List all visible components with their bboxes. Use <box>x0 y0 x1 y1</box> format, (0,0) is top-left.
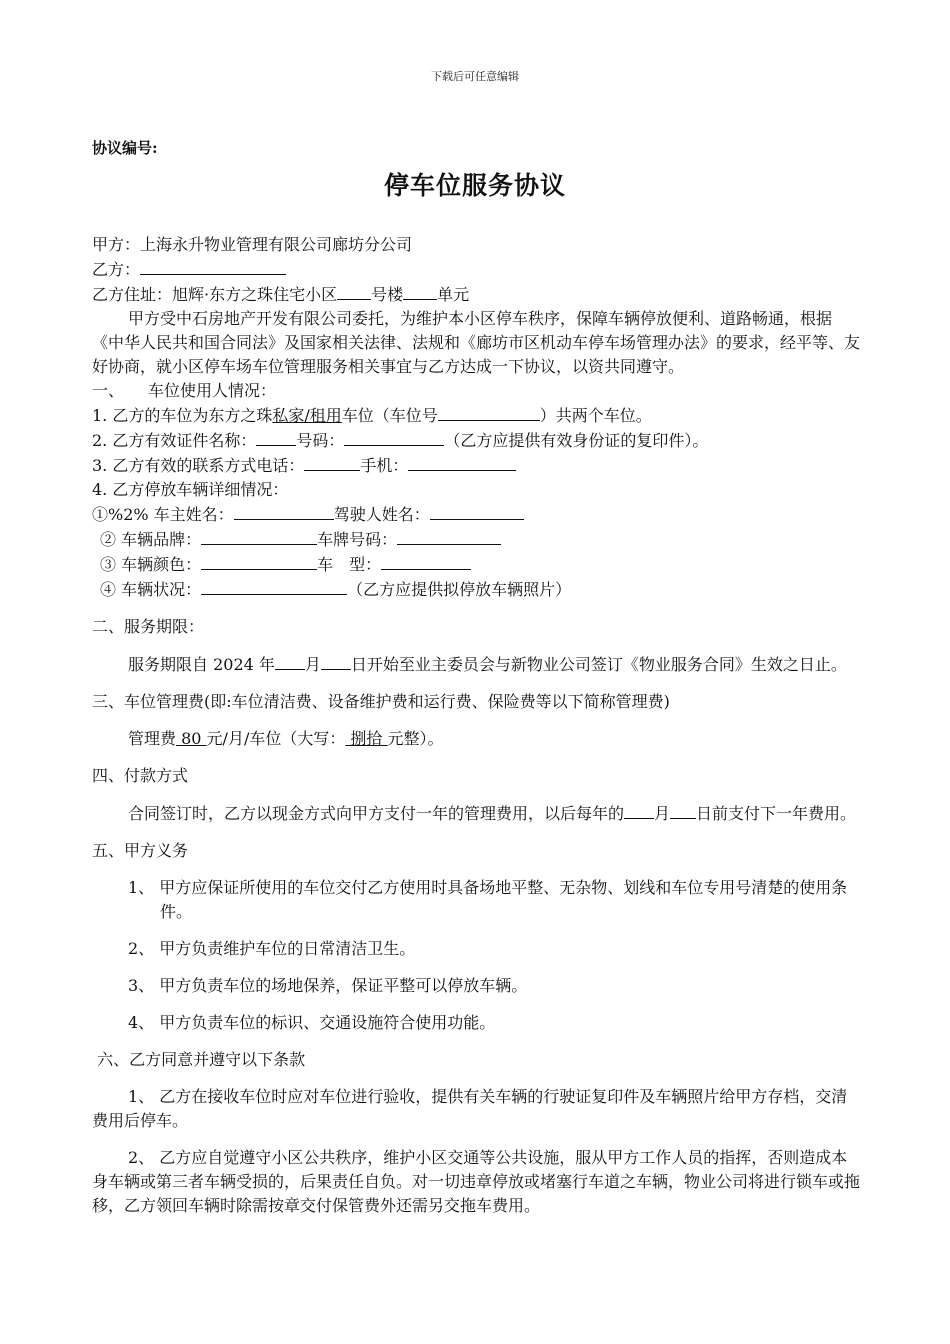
section-4-text: 合同签订时，乙方以现金方式向甲方支付一年的管理费用，以后每年的 月 日前支付下一年费用。 <box>92 801 862 826</box>
blank <box>140 257 286 275</box>
item-3: 3. 乙方有效的联系方式电话： 手机： <box>92 453 862 478</box>
blank <box>381 552 471 570</box>
section-6-item-2: 2、 乙方应自觉遵守小区公共秩序，维护小区交通等公共设施，服从甲方工作人员的指挥，否则造成本身车辆或第三者车辆受损的，后果责任自负。对一切违章停放或堵塞行车道之车辆，物业公司将进行锁车或拖移，乙方领回车辆时除需按章交付保管费外还需另交拖车费用。 <box>92 1148 861 1215</box>
vehicle-owner: ①%2% 车主姓名： 驾驶人姓名： <box>92 502 862 527</box>
blank <box>304 453 360 471</box>
party-b-address: 乙方住址：旭辉·东方之珠住宅小区 号楼 单元 <box>92 282 862 307</box>
section-1-title: 一、 车位使用人情况： <box>92 381 277 400</box>
agreement-number-label: 协议编号: <box>92 139 158 157</box>
preamble: 甲方受中石房地产开发有限公司委托，为维护本小区停车秩序，保障车辆停放便利、道路畅通，根据《中华人民共和国合同法》及国家相关法律、法规和《廊坊市区机动车停车场管理办法》的要求，经平等、友好协商，就小区停车场车位管理服务相关事宜与乙方达成一下协议，以资共同遵守。 <box>92 309 861 376</box>
header-note: 下载后可任意编辑 <box>431 70 519 83</box>
section-6-title: 六、乙方同意并遵守以下条款 <box>92 1050 306 1069</box>
blank <box>397 527 501 545</box>
blank <box>256 428 296 446</box>
blank <box>430 502 524 520</box>
blank <box>321 652 351 670</box>
blank <box>403 282 437 300</box>
party-b: 乙方： <box>92 257 862 282</box>
party-a: 甲方：上海永升物业管理有限公司廊坊分公司 <box>92 235 413 254</box>
section-5-item-2: 2、 甲方负责维护车位的日常清洁卫生。 <box>128 939 416 958</box>
blank <box>344 428 444 446</box>
section-2-text: 服务期限自 2024 年 月 日开始至业主委员会与新物业公司签订《物业服务合同》生效之日止。 <box>92 652 862 677</box>
item-2: 2. 乙方有效证件名称： 号码： （乙方应提供有效身份证的复印件）。 <box>92 428 862 453</box>
blank <box>201 577 347 595</box>
section-6-item-1: 1、 乙方在接收车位时应对车位进行验收，提供有关车辆的行驶证复印件及车辆照片给甲方存档，交清费用后停车。 <box>92 1087 848 1130</box>
section-5-title: 五、甲方义务 <box>92 841 189 860</box>
blank <box>670 801 696 819</box>
item-4: 4. 乙方停放车辆详细情况： <box>92 480 289 499</box>
vehicle-status: ④ 车辆状况： （乙方应提供拟停放车辆照片） <box>92 577 862 602</box>
section-3-text: 管理费 80 元/月/车位（大写： 捌拾 元整）。 <box>128 729 444 748</box>
blank <box>201 527 317 545</box>
section-5-item-1: 1、 甲方应保证所使用的车位交付乙方使用时具备场地平整、无杂物、划线和车位专用号清楚的使用条件。 <box>128 878 848 921</box>
section-5-item-4: 4、 甲方负责车位的标识、交通设施符合使用功能。 <box>128 1013 496 1032</box>
section-5-item-3: 3、 甲方负责车位的场地保养，保证平整可以停放车辆。 <box>128 976 528 995</box>
item-1: 1. 乙方的车位为东方之珠私家/租用车位（车位号 ）共两个车位。 <box>92 403 862 428</box>
blank <box>624 801 654 819</box>
blank <box>234 502 334 520</box>
blank <box>337 282 371 300</box>
blank <box>408 453 516 471</box>
section-3-title: 三、车位管理费(即:车位清洁费、设备维护费和运行费、保险费等以下简称管理费) <box>92 692 670 711</box>
document-title: 停车位服务协议 <box>383 171 566 200</box>
section-2-title: 二、服务期限： <box>92 617 205 636</box>
document-body <box>92 233 862 1218</box>
blank <box>201 552 317 570</box>
section-4-title: 四、付款方式 <box>92 766 189 785</box>
vehicle-color: ③ 车辆颜色： 车 型： <box>92 552 862 577</box>
blank <box>438 403 540 421</box>
blank <box>275 652 305 670</box>
vehicle-brand: ② 车辆品牌： 车牌号码： <box>92 527 862 552</box>
